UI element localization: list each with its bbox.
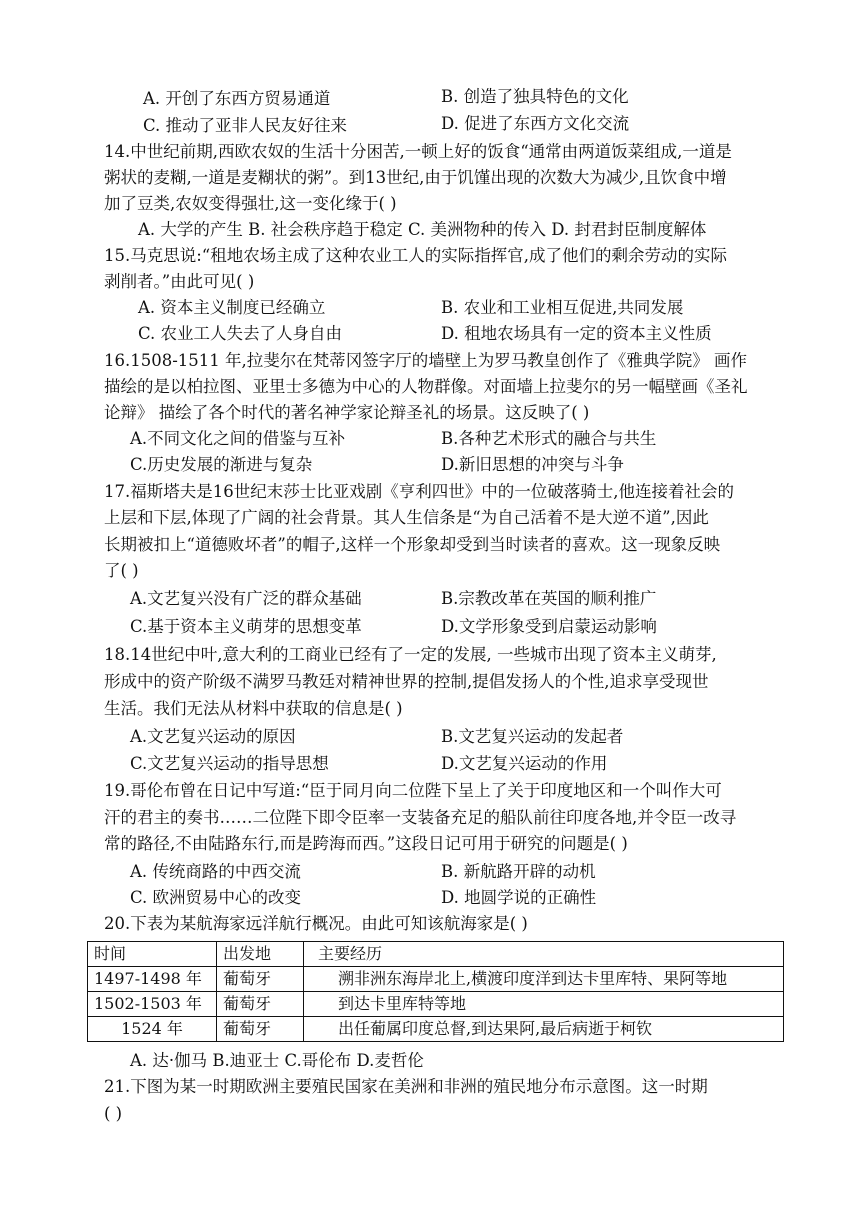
- table-row: [88, 967, 784, 992]
- q16-option-d: D.新旧思想的冲突与斗争: [441, 455, 624, 474]
- table-cell-time: 1502-1503 年: [88, 992, 217, 1017]
- q15-option-b: B. 农业和工业相互促进,共同发展: [441, 298, 684, 317]
- q16-option-b: B.各种艺术形式的融合与共生: [441, 429, 657, 448]
- table-header-origin: 出发地: [217, 942, 304, 967]
- q15-option-d: D. 租地农场具有一定的资本主义性质: [441, 324, 712, 343]
- q21-stem-line-2: ( ): [104, 1104, 123, 1123]
- q20-stem: 20.下表为某航海家远洋航行概况。由此可知该航海家是( ): [104, 914, 528, 933]
- table-cell-origin: 葡萄牙: [217, 967, 304, 992]
- q18-option-b: B.文艺复兴运动的发起者: [441, 727, 624, 746]
- q14-stem-line-3: 加了豆类,农奴变得强壮,这一变化缘于( ): [104, 194, 397, 213]
- q18-option-d: D.文艺复兴运动的作用: [441, 754, 608, 773]
- voyage-table: [87, 941, 784, 1042]
- q17-option-a: A.文艺复兴没有广泛的群众基础: [130, 589, 362, 608]
- q13-option-a: A. 开创了东西方贸易通道: [143, 89, 331, 108]
- q16-stem-line-1: 16.1508-1511 年,拉斐尔在梵蒂冈签字厅的墙壁上为罗马教皇创作了《雅典学院》 画作: [104, 351, 748, 370]
- q17-option-d: D.文学形象受到启蒙运动影响: [441, 617, 657, 636]
- q14-stem-line-1: 14.中世纪前期,西欧农奴的生活十分困苦,一顿上好的饭食“通常由两道饭菜组成,一道是: [104, 142, 732, 161]
- q15-stem-line-2: 剥削者。”由此可见( ): [104, 272, 255, 291]
- table-row: [88, 992, 784, 1017]
- table-header-row: [88, 942, 784, 967]
- q13-option-c: C. 推动了亚非人民友好往来: [143, 116, 348, 135]
- q13-option-b: B. 创造了独具特色的文化: [441, 87, 629, 106]
- table-cell-origin: 葡萄牙: [217, 992, 304, 1017]
- q21-stem-line-1: 21.下图为某一时期欧洲主要殖民国家在美洲和非洲的殖民地分布示意图。这一时期: [104, 1077, 708, 1096]
- q19-stem-line-2: 汗的君主的奏书……二位陛下即令臣率一支装备充足的船队前往印度各地,并令臣一改寻: [104, 808, 737, 827]
- q15-option-a: A. 资本主义制度已经确立: [138, 298, 326, 317]
- q19-option-a: A. 传统商路的中西交流: [130, 862, 301, 881]
- q17-stem-line-2: 上层和下层,体现了广阔的社会背景。其人生信条是“为自己活着不是大逆不道”,因此: [104, 508, 709, 527]
- q20-options-line: A. 达·伽马 B.迪亚士 C.哥伦布 D.麦哲伦: [130, 1051, 424, 1070]
- table-header-events: 主要经历: [304, 942, 784, 967]
- q18-option-a: A.文艺复兴运动的原因: [130, 727, 296, 746]
- q17-stem-line-3: 长期被扣上“道德败坏者”的帽子,这样一个形象却受到当时读者的喜欢。这一现象反映: [104, 535, 721, 554]
- q17-stem-line-1: 17.福斯塔夫是16世纪末莎士比亚戏剧《亨利四世》中的一位破落骑士,他连接着社会的: [104, 482, 734, 501]
- table-cell-time: 1524 年: [88, 1017, 217, 1042]
- table-cell-events: 出任葡属印度总督,到达果阿,最后病逝于柯钦: [304, 1017, 784, 1042]
- q14-stem-line-2: 粥状的麦糊,一道是麦糊状的粥”。到13世纪,由于饥馑出现的次数大为减少,且饮食中增: [104, 168, 727, 187]
- q19-option-d: D. 地圆学说的正确性: [441, 888, 597, 907]
- table-cell-events: 溯非洲东海岸北上,横渡印度洋到达卡里库特、果阿等地: [304, 967, 784, 992]
- q17-stem-line-4: 了( ): [104, 561, 139, 580]
- q18-stem-line-3: 生活。我们无法从材料中获取的信息是( ): [104, 699, 403, 718]
- q13-option-d: D. 促进了东西方文化交流: [441, 114, 630, 133]
- q16-option-c: C.历史发展的渐进与复杂: [130, 455, 313, 474]
- q17-option-b: B.宗教改革在英国的顺利推广: [441, 589, 657, 608]
- q18-option-c: C.文艺复兴运动的指导思想: [130, 754, 329, 773]
- q19-stem-line-3: 常的路径,不由陆路东行,而是跨海而西。”这段日记可用于研究的问题是( ): [104, 834, 628, 853]
- q17-option-c: C.基于资本主义萌芽的思想变革: [130, 617, 362, 636]
- q19-stem-line-1: 19.哥伦布曾在日记中写道:“臣于同月向二位陛下呈上了关于印度地区和一个叫作大可: [104, 781, 722, 800]
- q15-stem-line-1: 15.马克思说:“租地农场主成了这种农业工人的实际指挥官,成了他们的剩余劳动的实际: [104, 246, 727, 265]
- table-row: [88, 1017, 784, 1042]
- q16-option-a: A.不同文化之间的借鉴与互补: [130, 429, 346, 448]
- q19-option-b: B. 新航路开辟的动机: [441, 862, 596, 881]
- q16-stem-line-2: 描绘的是以柏拉图、亚里士多德为中心的人物群像。对面墙上拉斐尔的另一幅壁画《圣礼: [104, 377, 748, 396]
- q15-option-c: C. 农业工人失去了人身自由: [138, 324, 343, 343]
- q19-option-c: C. 欧洲贸易中心的改变: [130, 888, 302, 907]
- table-cell-time: 1497-1498 年: [88, 967, 217, 992]
- q16-stem-line-3: 论辩》 描绘了各个时代的著名神学家论辩圣礼的场景。这反映了( ): [104, 403, 590, 422]
- table-header-time: 时间: [88, 942, 217, 967]
- table-cell-events: 到达卡里库特等地: [304, 992, 784, 1017]
- q18-stem-line-2: 形成中的资产阶级不满罗马教廷对精神世界的控制,提倡发扬人的个性,追求享受现世: [104, 672, 709, 691]
- q14-options-line: A. 大学的产生 B. 社会秩序趋于稳定 C. 美洲物种的传入 D. 封君封臣制度解体: [138, 220, 707, 239]
- table-cell-origin: 葡萄牙: [217, 1017, 304, 1042]
- q18-stem-line-1: 18.14世纪中叶,意大利的工商业已经有了一定的发展, 一些城市出现了资本主义萌芽,: [104, 645, 717, 664]
